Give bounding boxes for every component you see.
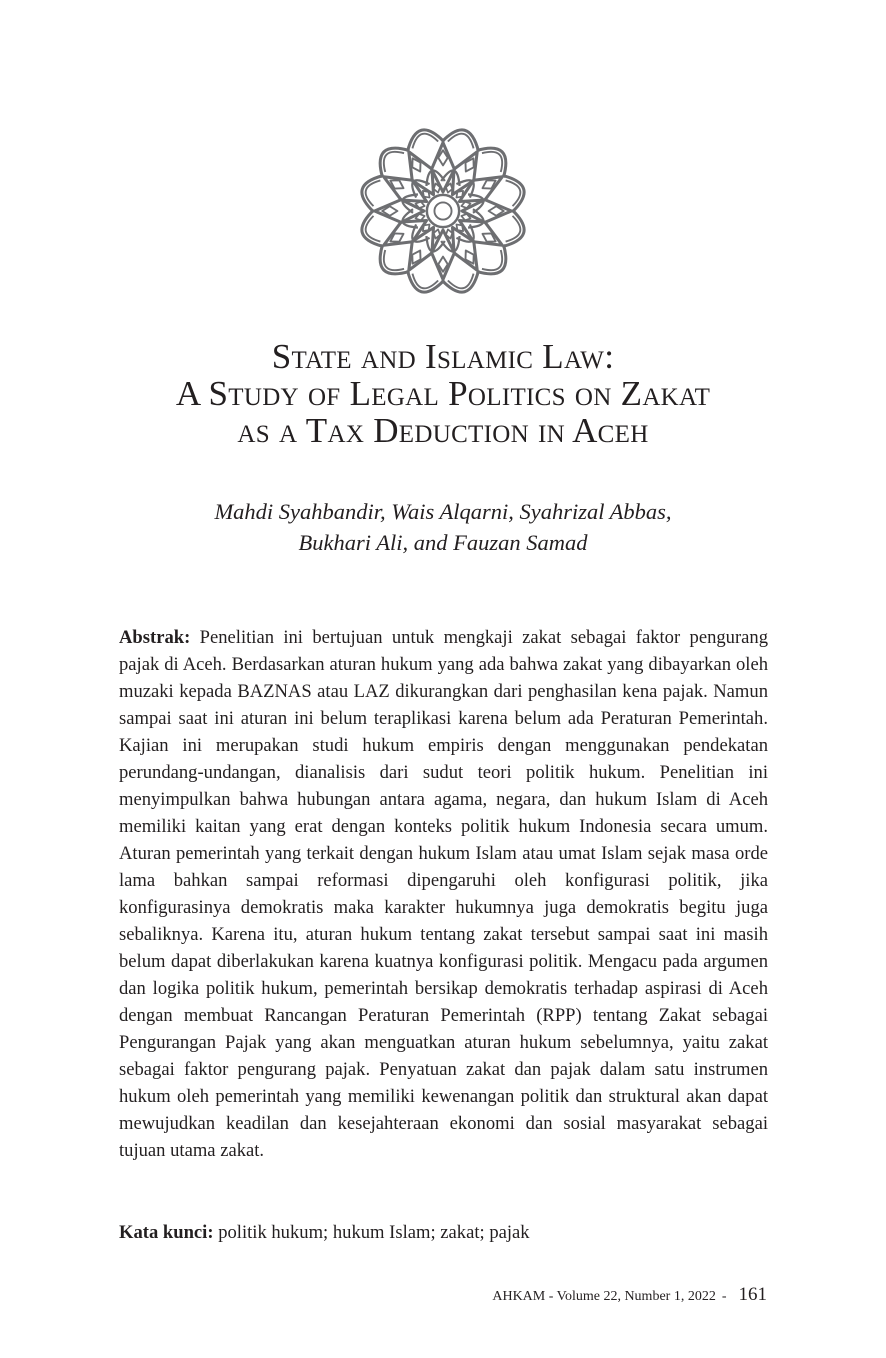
abstract-paragraph [119, 624, 768, 1164]
title-line-1: State and Islamic Law: [271, 337, 615, 376]
article-title [90, 338, 796, 449]
keywords-label: Kata kunci: [119, 1222, 214, 1243]
authors-line-2: Bukhari Ali, and Fauzan Samad [298, 530, 588, 555]
footer-separator: - [721, 1289, 727, 1304]
page-footer [492, 1284, 767, 1306]
title-line-2: A Study of Legal Politics on Zakat [175, 374, 711, 413]
abstract-label: Abstrak: [119, 627, 191, 648]
keywords-text: politik hukum; hukum Islam; zakat; pajak [218, 1222, 530, 1243]
journal-citation: AHKAM - Volume 22, Number 1, 2022 [492, 1289, 716, 1304]
abstract-text: Penelitian ini bertujuan untuk mengkaji zakat sebagai faktor pengurang pajak di Aceh. Berdasarkan aturan hukum yang ada bahwa zakat yang dibayarkan oleh muzaki kepada BAZNAS atau LAZ dikurangkan dari penghasilan kena pajak. Namun sampai saat ini aturan ini belum teraplikasi karena belum ada Peraturan Pemerintah. Kajian ini merupakan studi hukum empiris dengan menggunakan pendekatan perundang-undangan, dianalisis dari sudut teori politik hukum. Penelitian ini menyimpulkan bahwa hubungan antara agama, negara, dan hukum Islam di Aceh memiliki kaitan yang erat dengan konteks politik hukum Indonesia secara umum. Aturan pemerintah yang terkait dengan hukum Islam atau umat Islam sejak masa orde lama bahkan sampai reformasi dipengaruhi oleh konfigurasi politik, jika konfigurasinya demokratis maka karakter hukumnya juga demokratis begitu juga sebaliknya. Karena itu, aturan hukum tentang zakat tersebut sampai saat ini masih belum dapat diberlakukan karena kuatnya konfigurasi politik. Mengacu pada argumen dan logika politik hukum, pemerintah bersikap demokratis terhadap aspirasi di Aceh dengan membuat Rancangan Peraturan Pemerintah (RPP) tentang Zakat sebagai Pengurangan Pajak yang akan menguatkan aturan hukum sebelumnya, yaitu zakat sebagai faktor pengurang pajak. Penyatuan zakat dan pajak dalam satu instrumen hukum oleh pemerintah yang memiliki kewenangan politik dan struktural akan dapat mewujudkan keadilan dan kesejahteraan ekonomi dan sosial masyarakat sebagai tujuan utama zakat. [119, 627, 768, 1161]
authors-line-1: Mahdi Syahbandir, Wais Alqarni, Syahrizal Abbas, [214, 499, 672, 524]
title-line-3: as a Tax Deduction in Aceh [237, 411, 649, 450]
keywords-line [119, 1219, 768, 1246]
islamic-geometric-rosette-icon [348, 116, 538, 306]
page-number: 161 [738, 1284, 767, 1305]
author-list [110, 496, 776, 558]
